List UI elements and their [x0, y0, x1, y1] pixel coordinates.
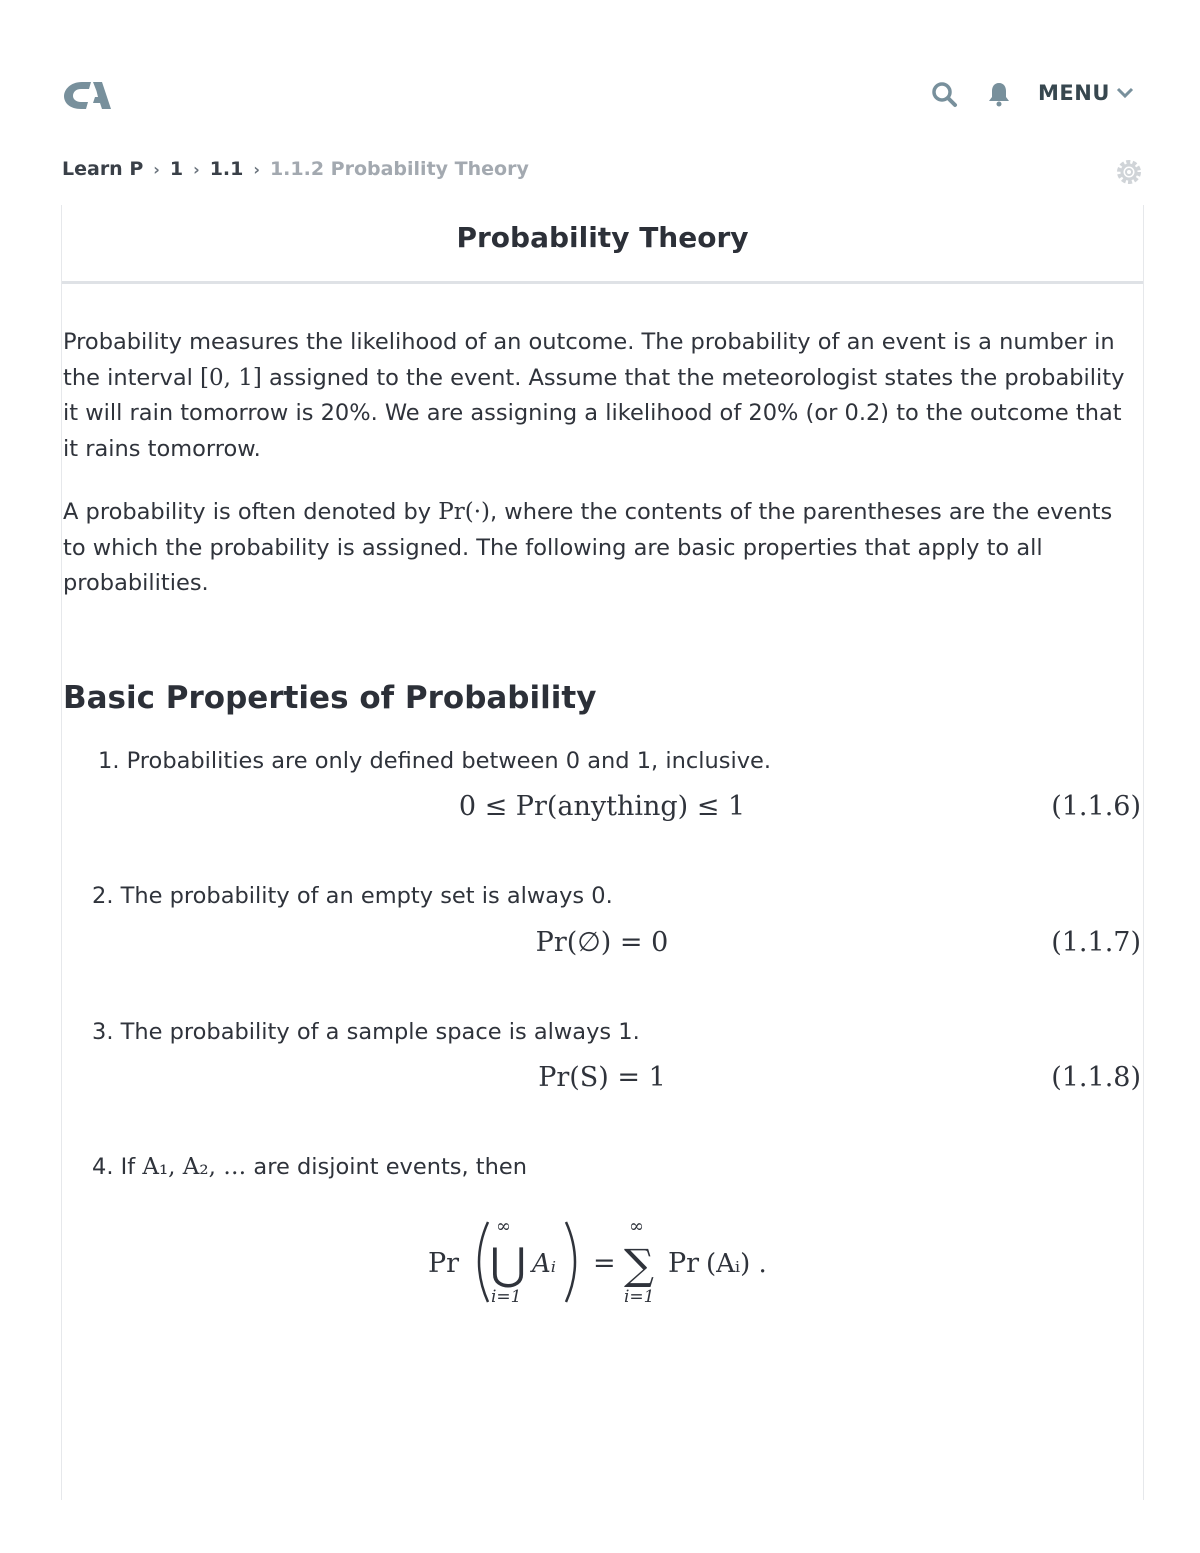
left-paren — [479, 1222, 488, 1302]
formula-pr-left: Pr — [428, 1247, 460, 1279]
breadcrumb-current: 1.1.2 Probability Theory — [269, 158, 529, 180]
equation-number: (1.1.7) — [1051, 926, 1141, 958]
text-span: A probability is often denoted by — [63, 499, 439, 525]
math-disjoint-events: A₁, A₂, … — [142, 1154, 247, 1180]
equation-formula: Pr(∅) = 0 — [535, 926, 669, 958]
chevron-down-icon — [1116, 87, 1134, 99]
math-interval: [0, 1] — [200, 364, 262, 391]
equation-1 — [63, 779, 1141, 849]
chevron-right-icon: › — [153, 159, 160, 179]
formula-a-i-left: Aᵢ — [532, 1248, 557, 1279]
bell-icon[interactable] — [985, 80, 1013, 108]
formula-pr-right: Pr — [668, 1247, 700, 1279]
breadcrumb — [62, 155, 529, 183]
text-span: 4. If — [92, 1154, 143, 1180]
equation-number: (1.1.8) — [1051, 1062, 1141, 1093]
equation-formula: Pr(S) = 1 — [538, 1062, 666, 1093]
equation-4 — [63, 1204, 1141, 1324]
text-span: Probability measures the likelihood of an outcome. The probability of an event is a number in the interval — [63, 329, 1115, 391]
formula-sum-sup: ∞ — [629, 1215, 644, 1237]
property-item-2: 2. The probability of an empty set is always 0. — [92, 883, 613, 909]
formula-sum-sub: i=1 — [624, 1286, 655, 1307]
breadcrumb-item-1[interactable]: 1 — [169, 158, 184, 180]
section-heading: Basic Properties of Probability — [63, 679, 597, 716]
menu-label: MENU — [1038, 81, 1110, 105]
property-item-3: 3. The probability of a sample space is always 1. — [92, 1018, 640, 1045]
equation-2 — [63, 915, 1141, 985]
formula-equals: = — [593, 1247, 616, 1279]
search-icon[interactable] — [930, 80, 958, 108]
breadcrumb-item-1-1[interactable]: 1.1 — [209, 158, 244, 180]
paragraph-intro — [63, 325, 1141, 467]
site-header — [0, 0, 1200, 140]
property-item-1: 1. Probabilities are only defined between 0 and 1, inclusive. — [98, 747, 772, 774]
breadcrumb-item-learn-p[interactable]: Learn P — [62, 158, 144, 180]
property-item-4 — [92, 1150, 1141, 1186]
chevron-right-icon: › — [253, 159, 260, 179]
equation-number: (1.1.6) — [1051, 791, 1141, 822]
gear-icon[interactable] — [1115, 158, 1143, 186]
paragraph-notation — [63, 495, 1141, 602]
formula-union-sub: i=1 — [491, 1286, 522, 1307]
formula-sum: ∑ — [624, 1239, 654, 1289]
chevron-right-icon: › — [193, 159, 200, 179]
page-title: Probability Theory — [456, 221, 749, 254]
formula-a-i-right: (Aᵢ) . — [706, 1248, 767, 1279]
countable-additivity-formula — [428, 1204, 848, 1314]
text-span: are disjoint events, then — [246, 1154, 527, 1180]
content-panel — [61, 205, 1144, 1500]
logo-icon[interactable] — [62, 78, 112, 112]
equation-formula: 0 ≤ Pr(anything) ≤ 1 — [458, 791, 746, 822]
text-span: assigned to the event. Assume that the meteorologist states the probability it will rain tomorrow is 20%. We are assigning a likelihood of 20% (or 0.2) to the outcome that it rains tomorrow. — [63, 364, 1125, 462]
formula-union: ⋃ — [490, 1238, 527, 1290]
formula-union-sup: ∞ — [496, 1215, 511, 1237]
equation-3 — [63, 1050, 1141, 1120]
menu-button[interactable] — [1038, 78, 1134, 108]
title-bar — [62, 205, 1143, 284]
text-span: , where the contents of the parentheses are the events to which the probability is assigned. The following are basic properties that apply to all probabilities. — [63, 499, 1113, 596]
article-body — [63, 325, 1141, 1324]
right-paren — [566, 1222, 575, 1302]
math-pr-notation: Pr(·) — [438, 499, 490, 525]
